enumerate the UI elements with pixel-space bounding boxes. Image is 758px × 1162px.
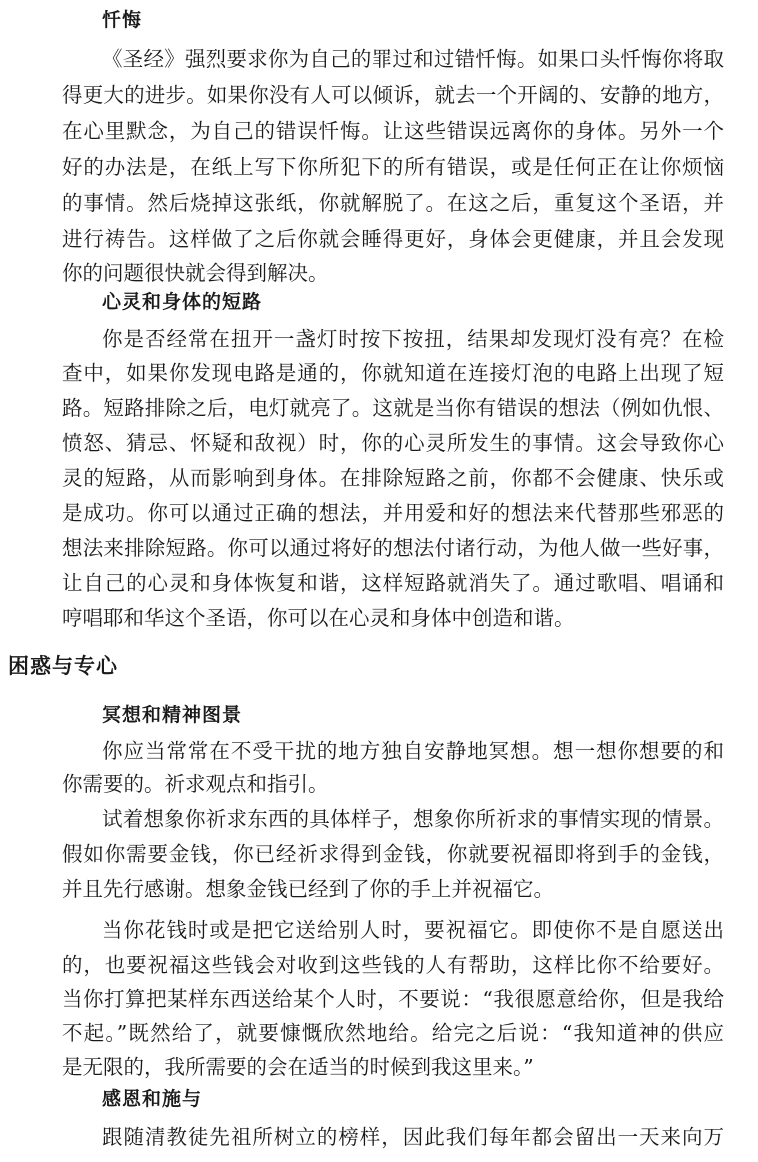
text-line: 让自己的心灵和身体恢复和谐，这样短路就消失了。通过歌唱、唱诵和 — [62, 571, 724, 595]
text-line: 假如你需要金钱，你已经祈求得到金钱，你就要祝福即将到手的金钱， — [62, 842, 724, 866]
text-line: 的事情。然后烧掉这张纸，你就解脱了。在这之后，重复这个圣语，并 — [62, 191, 724, 215]
text-line: 是成功。你可以通过正确的想法，并用爱和好的想法来代替那些邪恶的 — [62, 501, 724, 525]
text-line: 你的问题很快就会得到解决。 — [62, 261, 329, 285]
text-line: 试着想象你祈求东西的具体样子，想象你所祈求的事情实现的情景。 — [102, 807, 724, 831]
subheading-confession: 忏悔 — [102, 9, 143, 31]
subheading-gratitude: 感恩和施与 — [102, 1088, 203, 1110]
text-line: 查中，如果你发现电路是通的，你就知道在连接灯泡的电路上出现了短 — [62, 361, 724, 385]
text-line: 是无限的，我所需要的会在适当的时候到我这里来。” — [62, 1055, 534, 1079]
text-line: 你需要的。祈求观点和指引。 — [62, 772, 329, 796]
text-line: 《圣经》强烈要求你为自己的罪过和过错忏悔。如果口头忏悔你将取 — [102, 47, 724, 71]
subheading-short-circuit: 心灵和身体的短路 — [102, 291, 263, 313]
text-line: 你应当常常在不受干扰的地方独自安静地冥想。想一想你想要的和 — [102, 739, 724, 763]
text-line: 想法来排除短路。你可以通过将好的想法付诸行动，为他人做一些好事， — [62, 536, 724, 560]
text-line: 在心里默念，为自己的错误忏悔。让这些错误远离你的身体。另外一个 — [62, 119, 724, 143]
text-line: 你是否经常在扭开一盏灯时按下按扭，结果却发现灯没有亮？在检 — [102, 327, 724, 351]
text-line: 灵的短路，从而影响到身体。在排除短路之前，你都不会健康、快乐或 — [62, 466, 724, 490]
text-line: 并且先行感谢。想象金钱已经到了你的手上并祝福它。 — [62, 877, 554, 901]
text-line: 不起。”既然给了，就要慷慨欣然地给。给完之后说：“我知道神的供应 — [62, 1021, 724, 1045]
text-line: 当你打算把某样东西送给某个人时，不要说：“我很愿意给你，但是我给 — [62, 987, 724, 1011]
text-line: 路。短路排除之后，电灯就亮了。这就是当你有错误的想法（例如仇恨、 — [62, 396, 724, 420]
text-line: 得更大的进步。如果你没有人可以倾诉，就去一个开阔的、安静的地方， — [62, 83, 724, 107]
text-line: 愤怒、猜忌、怀疑和敌视）时，你的心灵所发生的事情。这会导致你心 — [62, 431, 724, 455]
text-line: 跟随清教徒先祖所树立的榜样，因此我们每年都会留出一天来向万 — [102, 1125, 724, 1149]
text-line: 进行祷告。这样做了之后你就会睡得更好，身体会更健康，并且会发现 — [62, 227, 724, 251]
text-line: 哼唱耶和华这个圣语，你可以在心灵和身体中创造和谐。 — [62, 606, 575, 630]
text-line: 的，也要祝福这些钱会对收到这些钱的人有帮助，这样比你不给要好。 — [62, 953, 724, 977]
subheading-meditation: 冥想和精神图景 — [102, 704, 243, 726]
section-heading-confusion-focus: 困惑与专心 — [8, 654, 118, 678]
text-line: 好的办法是，在纸上写下你所犯下的所有错误，或是任何正在让你烦恼 — [62, 155, 724, 179]
text-line: 当你花钱时或是把它送给别人时，要祝福它。即使你不是自愿送出 — [102, 918, 724, 942]
